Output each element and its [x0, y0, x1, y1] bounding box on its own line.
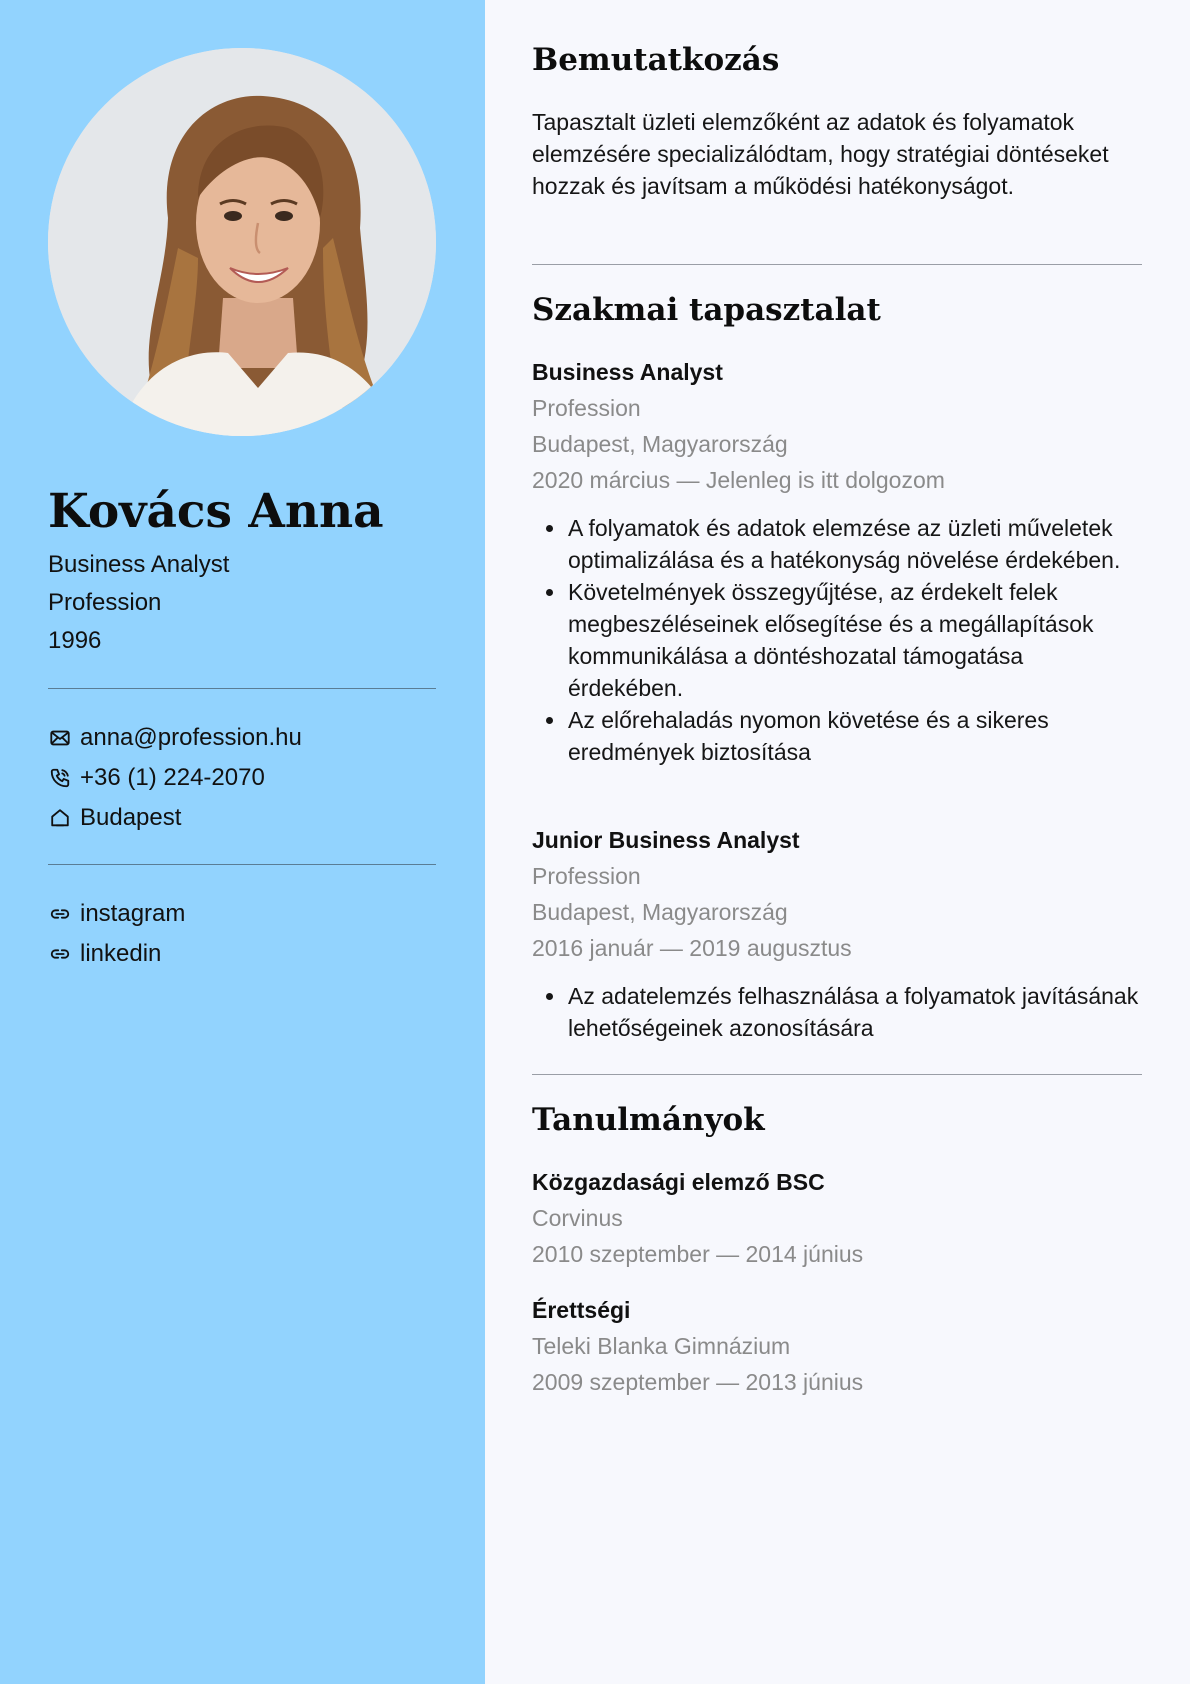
home-icon — [48, 806, 72, 830]
experience-heading: Szakmai tapasztalat — [532, 292, 881, 328]
link-linkedin-text: linkedin — [80, 940, 162, 967]
about-heading: Bemutatkozás — [532, 42, 780, 78]
about-text: Tapasztalt üzleti elemzőként az adatok és folyamatok elemzésére specializálódtam, hogy stratégiai döntéseket hozzak és javítsam a működési hatékonyságot. — [532, 109, 1109, 199]
contact-list — [48, 718, 302, 838]
job-title: Junior Business Analyst — [532, 827, 800, 853]
link-linkedin[interactable] — [48, 934, 185, 974]
phone-icon — [48, 766, 72, 790]
divider — [532, 1074, 1142, 1075]
contact-phone[interactable] — [48, 758, 302, 798]
profile-info — [48, 546, 229, 660]
contact-email-text: anna@profession.hu — [80, 724, 302, 751]
profile-year: 1996 — [48, 627, 102, 654]
person-name: Kovács Anna — [48, 484, 384, 539]
contact-email[interactable] — [48, 718, 302, 758]
link-icon — [48, 902, 72, 926]
job-title: Business Analyst — [532, 359, 723, 385]
social-links — [48, 894, 185, 974]
divider — [532, 264, 1142, 265]
education-dates: 2010 szeptember — 2014 június — [532, 1241, 864, 1267]
education-school: Corvinus — [532, 1205, 623, 1231]
contact-location-text: Budapest — [80, 804, 182, 831]
contact-location — [48, 798, 302, 838]
profile-company: Profession — [48, 589, 162, 616]
list-item: Követelmények összegyűjtése, az érdekelt felek megbeszéléseinek elősegítése és a megállapítások kommunikálása a döntéshozatal támogatása érdekében. — [532, 576, 1142, 704]
job-dates: 2020 március — Jelenleg is itt dolgozom — [532, 467, 945, 493]
link-instagram-text: instagram — [80, 900, 186, 927]
job-dates: 2016 január — 2019 augusztus — [532, 935, 852, 961]
profile-photo — [48, 48, 436, 436]
education-dates: 2009 szeptember — 2013 június — [532, 1369, 864, 1395]
link-instagram[interactable] — [48, 894, 185, 934]
link-icon — [48, 942, 72, 966]
divider — [48, 864, 436, 865]
list-item: A folyamatok és adatok elemzése az üzleti műveletek optimalizálása és a hatékonyság növelése érdekében. — [532, 512, 1142, 576]
list-item: Az adatelemzés felhasználása a folyamatok javításának lehetőségeinek azonosítására — [532, 980, 1142, 1044]
education-school: Teleki Blanka Gimnázium — [532, 1333, 791, 1359]
education-title: Közgazdasági elemző BSC — [532, 1169, 825, 1195]
list-item: Az előrehaladás nyomon követése és a sikeres eredmények biztosítása — [532, 704, 1142, 768]
job-location: Budapest, Magyarország — [532, 431, 788, 457]
profile-role: Business Analyst — [48, 551, 230, 578]
mail-icon — [48, 726, 72, 750]
job-bullets — [532, 512, 1142, 768]
job-company: Profession — [532, 863, 641, 889]
education-title: Érettségi — [532, 1297, 631, 1323]
contact-phone-text: +36 (1) 224-2070 — [80, 764, 265, 791]
education-heading: Tanulmányok — [532, 1102, 765, 1138]
job-bullets — [532, 980, 1142, 1044]
divider — [48, 688, 436, 689]
job-location: Budapest, Magyarország — [532, 899, 788, 925]
job-company: Profession — [532, 395, 641, 421]
